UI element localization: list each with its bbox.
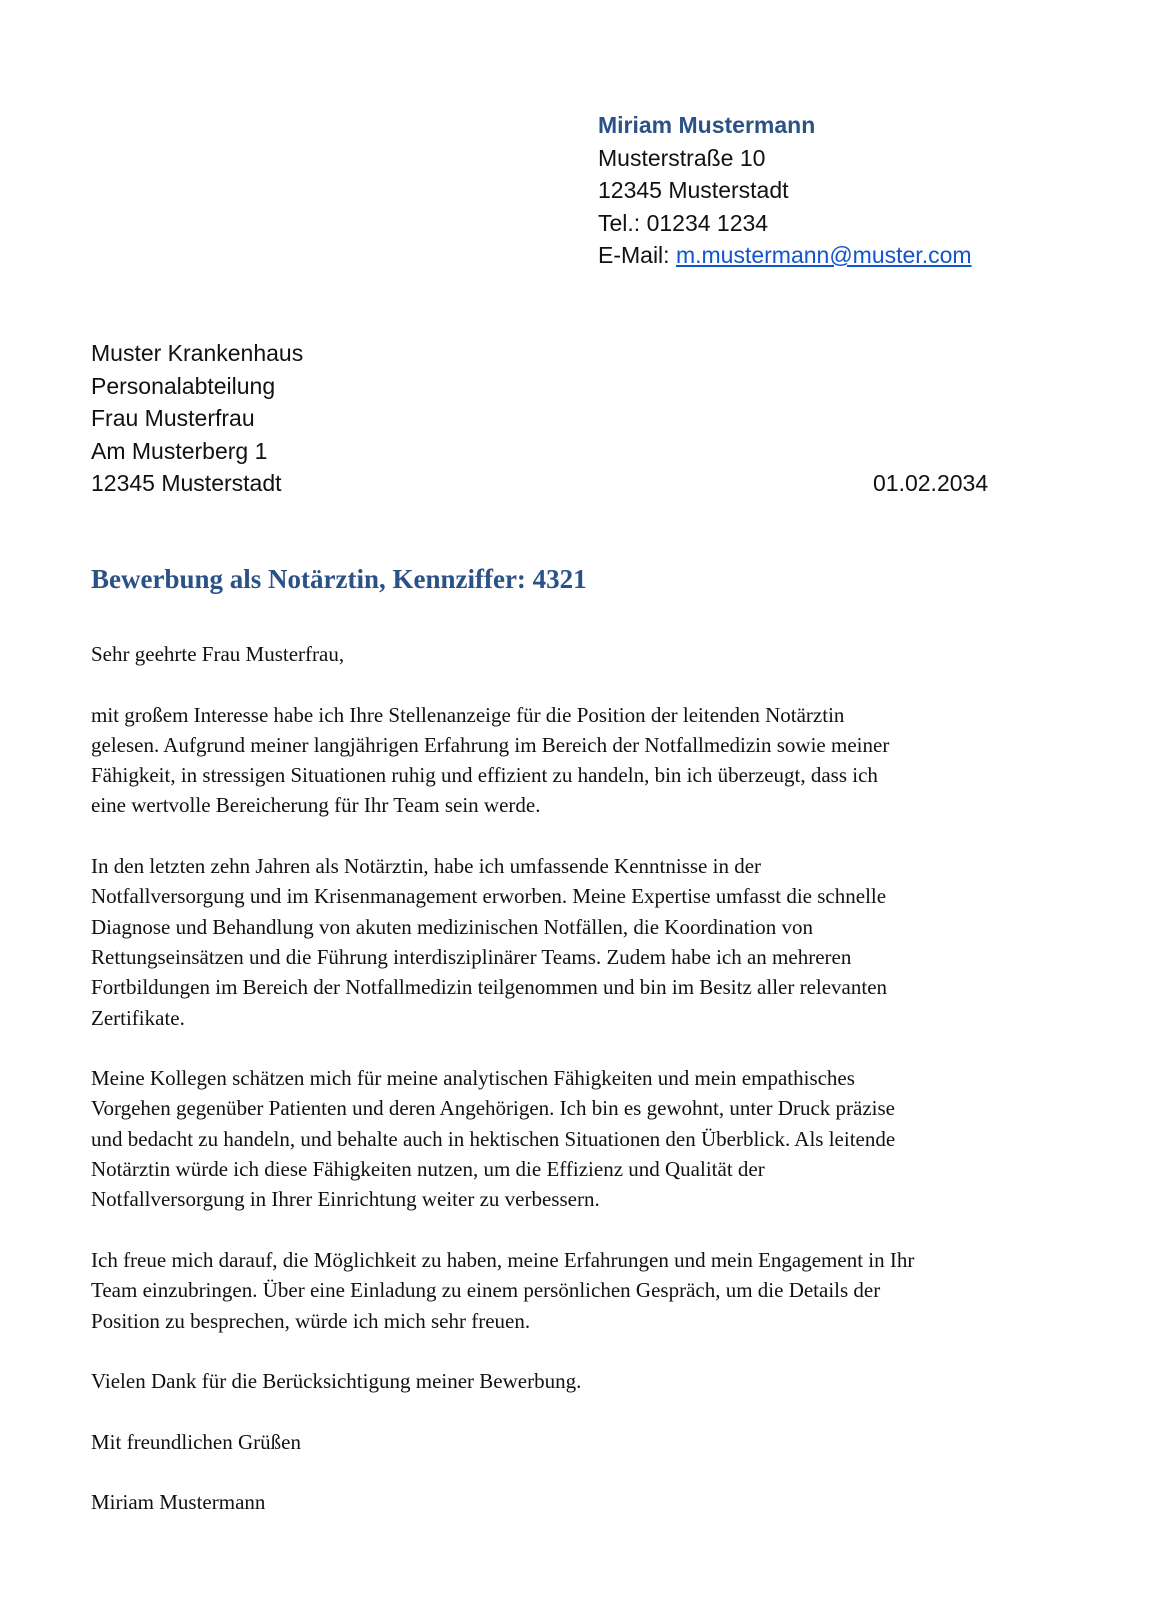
recipient-address-block: [91, 337, 303, 500]
body-line: gelesen. Aufgrund meiner langjährigen Erfahrung im Bereich der Notfallmedizin sowie meiner: [91, 732, 890, 757]
body-line: Rettungseinsätzen und die Führung interdisziplinärer Teams. Zudem habe ich an mehreren: [91, 944, 852, 969]
body-line: Team einzubringen. Über eine Einladung zu einem persönlichen Gespräch, um die Details der: [91, 1278, 881, 1303]
thanks-line: Vielen Dank für die Berücksichtigung meiner Bewerbung.: [91, 1369, 582, 1394]
body-line: Notärztin würde ich diese Fähigkeiten nutzen, um die Effizienz und Qualität der: [91, 1157, 765, 1182]
body-line: Vorgehen gegenüber Patienten und deren Angehörigen. Ich bin es gewohnt, unter Druck präzise: [91, 1096, 895, 1121]
body-line: Ich freue mich darauf, die Möglichkeit zu haben, meine Erfahrungen und mein Engagement in Ihr: [91, 1247, 915, 1272]
recipient-city: 12345 Musterstadt: [91, 470, 282, 496]
recipient-company: Muster Krankenhaus: [91, 340, 304, 366]
sender-city: 12345 Musterstadt: [598, 177, 789, 203]
sender-street: Musterstraße 10: [598, 144, 766, 171]
body-line: eine wertvolle Bereicherung für Ihr Team sein werde.: [91, 793, 541, 818]
body-line: Notfallversorgung in Ihrer Einrichtung weiter zu verbessern.: [91, 1187, 600, 1212]
body-paragraph-1: [91, 700, 1036, 821]
body-line: Zertifikate.: [91, 1005, 185, 1030]
closing-line: Mit freundlichen Grüßen: [91, 1429, 301, 1454]
salutation: Sehr geehrte Frau Musterfrau,: [91, 642, 345, 666]
body-line: In den letzten zehn Jahren als Notärztin, habe ich umfassende Kenntnisse in der: [91, 854, 762, 879]
letter-body: [91, 639, 1036, 1518]
sender-name: Miriam Mustermann: [598, 112, 816, 138]
body-line: Fortbildungen im Bereich der Notfallmedizin teilgenommen und bin im Besitz aller relevanten: [91, 975, 888, 1000]
sender-phone: Tel.: 01234 1234: [598, 209, 769, 236]
body-line: Position zu besprechen, würde ich mich sehr freuen.: [91, 1308, 531, 1333]
body-line: Meine Kollegen schätzen mich für meine analytischen Fähigkeiten und mein empathisches: [91, 1066, 855, 1091]
body-line: und bedacht zu handeln, und behalte auch in hektischen Situationen den Überblick. Als leitende: [91, 1126, 896, 1151]
signature-name: Miriam Mustermann: [91, 1490, 266, 1515]
sender-email-label: E-Mail:: [598, 242, 676, 268]
sender-email-link[interactable]: m.mustermann@muster.com: [675, 242, 972, 268]
sender-address-block: [598, 109, 972, 272]
recipient-department: Personalabteilung: [91, 372, 276, 399]
recipient-street: Am Musterberg 1: [91, 437, 268, 464]
letter-date: 01.02.2034: [873, 470, 989, 496]
body-line: mit großem Interesse habe ich Ihre Stellenanzeige für die Position der leitenden Notärztin: [91, 702, 845, 727]
body-line: Fähigkeit, in stressigen Situationen ruhig und effizient zu handeln, bin ich überzeugt, dass ich: [91, 763, 878, 788]
body-paragraph-4: [91, 1245, 1036, 1336]
body-paragraph-3: [91, 1063, 1036, 1214]
body-line: Notfallversorgung und im Krisenmanagement erworben. Meine Expertise umfasst die schnelle: [91, 884, 887, 909]
body-line: Diagnose und Behandlung von akuten medizinischen Notfällen, die Koordination von: [91, 914, 814, 939]
recipient-contact: Frau Musterfrau: [91, 405, 255, 431]
body-paragraph-2: [91, 851, 1036, 1033]
sender-email-row: [598, 239, 972, 272]
subject-line: Bewerbung als Notärztin, Kennziffer: 4321: [91, 564, 587, 594]
